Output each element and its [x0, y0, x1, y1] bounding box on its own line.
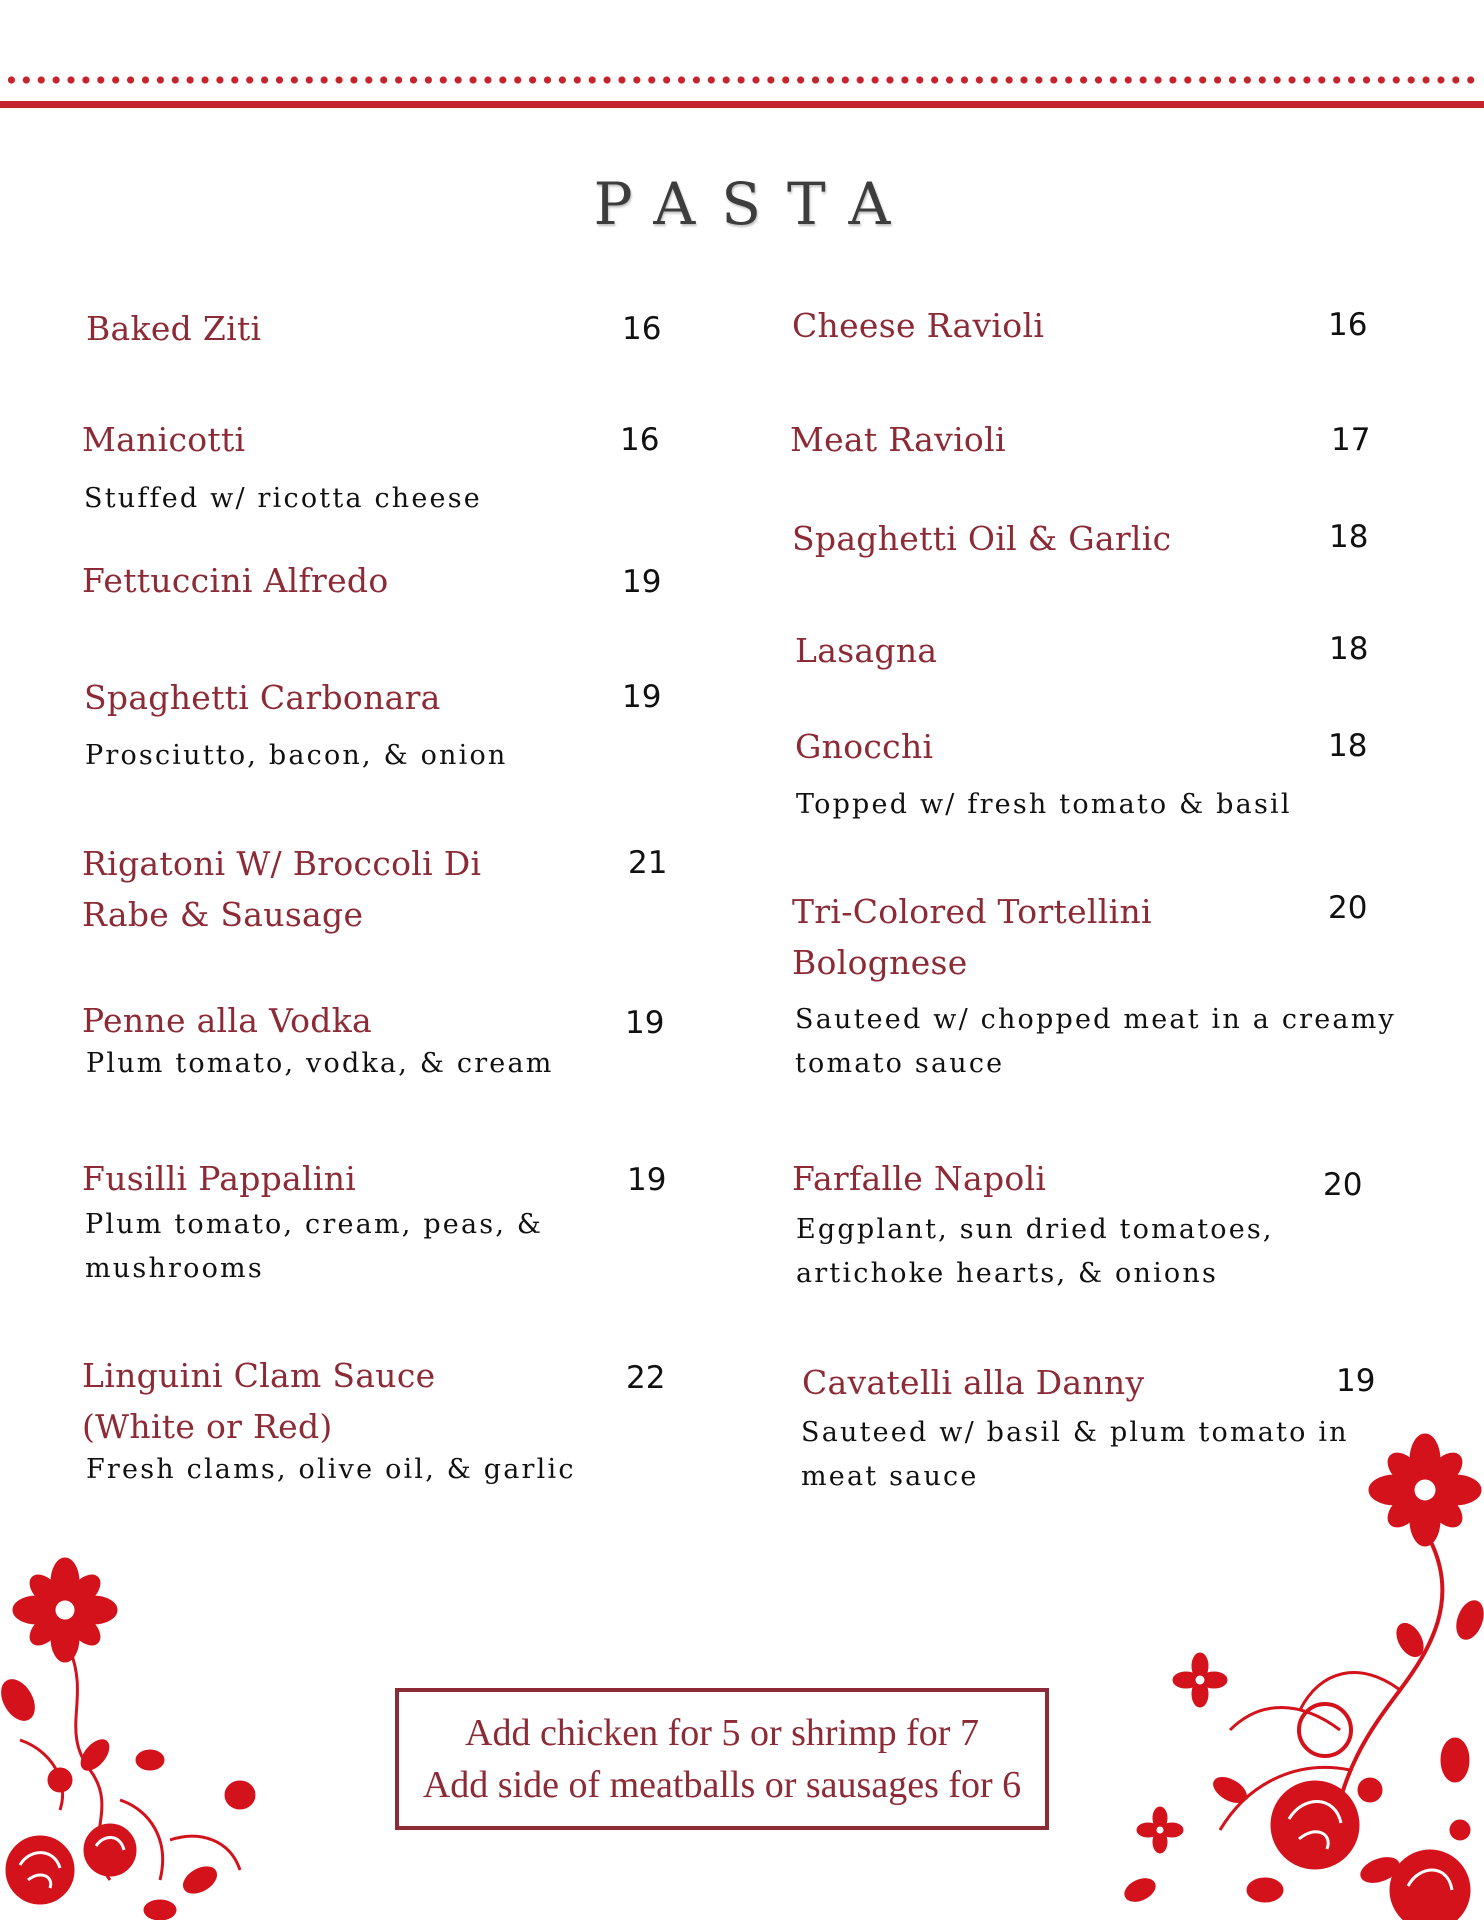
- item-desc-penne-alla-vodka: Plum tomato, vodka, & cream: [86, 1048, 554, 1079]
- add-ons-line-1: Add chicken for 5 or shrimp for 7: [465, 1712, 979, 1754]
- item-price-fusilli-pappalini: 19: [627, 1162, 667, 1198]
- item-price-linguini: 22: [626, 1360, 666, 1396]
- item-name-cavatelli: Cavatelli alla Danny: [802, 1363, 1145, 1402]
- item-name-rigatoni-line2: Rabe & Sausage: [82, 895, 364, 934]
- item-desc-cavatelli-line2: meat sauce: [801, 1461, 979, 1492]
- item-name-gnocchi: Gnocchi: [795, 727, 934, 766]
- item-name-linguini-line2: (White or Red): [82, 1407, 333, 1446]
- item-name-rigatoni-line1: Rigatoni W/ Broccoli Di: [82, 844, 482, 883]
- item-desc-fusilli-line2: mushrooms: [85, 1253, 264, 1284]
- item-name-spaghetti-oil-garlic: Spaghetti Oil & Garlic: [792, 519, 1172, 558]
- item-price-meat-ravioli: 17: [1331, 422, 1371, 458]
- item-name-farfalle-napoli: Farfalle Napoli: [792, 1159, 1047, 1198]
- item-desc-fusilli-line1: Plum tomato, cream, peas, &: [85, 1209, 544, 1240]
- item-name-lasagna: Lasagna: [795, 631, 938, 670]
- item-price-farfalle-napoli: 20: [1323, 1167, 1363, 1203]
- item-name-spaghetti-carbonara: Spaghetti Carbonara: [84, 678, 441, 717]
- item-name-penne-alla-vodka: Penne alla Vodka: [82, 1001, 372, 1040]
- item-price-manicotti: 16: [620, 422, 660, 458]
- item-name-cheese-ravioli: Cheese Ravioli: [792, 306, 1045, 345]
- item-desc-manicotti: Stuffed w/ ricotta cheese: [84, 483, 482, 514]
- item-price-cheese-ravioli: 16: [1328, 307, 1368, 343]
- item-name-linguini-line1: Linguini Clam Sauce: [82, 1356, 436, 1395]
- item-name-manicotti: Manicotti: [82, 420, 246, 459]
- item-desc-gnocchi: Topped w/ fresh tomato & basil: [796, 789, 1292, 820]
- item-desc-spaghetti-carbonara: Prosciutto, bacon, & onion: [85, 740, 508, 771]
- item-price-rigatoni: 21: [628, 845, 668, 881]
- item-desc-farfalle-line2: artichoke hearts, & onions: [796, 1258, 1219, 1289]
- item-desc-tortellini-line2: tomato sauce: [795, 1048, 1005, 1079]
- item-name-fettuccini-alfredo: Fettuccini Alfredo: [82, 561, 389, 600]
- item-name-tortellini-line1: Tri-Colored Tortellini: [792, 892, 1152, 931]
- item-desc-cavatelli-line1: Sauteed w/ basil & plum tomato in: [801, 1417, 1349, 1448]
- item-price-lasagna: 18: [1329, 631, 1369, 667]
- item-price-spaghetti-oil-garlic: 18: [1329, 519, 1369, 555]
- page-title: PASTA: [593, 170, 917, 238]
- item-price-spaghetti-carbonara: 19: [622, 679, 662, 715]
- item-price-cavatelli: 19: [1336, 1363, 1376, 1399]
- item-price-penne-alla-vodka: 19: [625, 1005, 665, 1041]
- item-desc-farfalle-line1: Eggplant, sun dried tomatoes,: [796, 1214, 1274, 1245]
- item-name-meat-ravioli: Meat Ravioli: [790, 420, 1006, 459]
- item-desc-linguini: Fresh clams, olive oil, & garlic: [86, 1454, 576, 1485]
- item-desc-tortellini-line1: Sauteed w/ chopped meat in a creamy: [795, 1004, 1396, 1035]
- item-name-baked-ziti: Baked Ziti: [86, 309, 262, 348]
- item-price-fettuccini-alfredo: 19: [622, 564, 662, 600]
- item-price-tortellini: 20: [1328, 890, 1368, 926]
- item-name-fusilli-pappalini: Fusilli Pappalini: [82, 1159, 357, 1198]
- item-name-tortellini-line2: Bolognese: [792, 943, 968, 982]
- top-rule: [0, 101, 1484, 108]
- item-price-baked-ziti: 16: [622, 311, 662, 347]
- add-ons-line-2: Add side of meatballs or sausages for 6: [422, 1764, 1022, 1806]
- add-ons-box: [395, 1688, 1049, 1830]
- floral-corner-bottom-right: [1100, 1430, 1484, 1920]
- floral-corner-bottom-left: [0, 1540, 270, 1920]
- item-price-gnocchi: 18: [1328, 728, 1368, 764]
- dotted-border: [4, 75, 1480, 85]
